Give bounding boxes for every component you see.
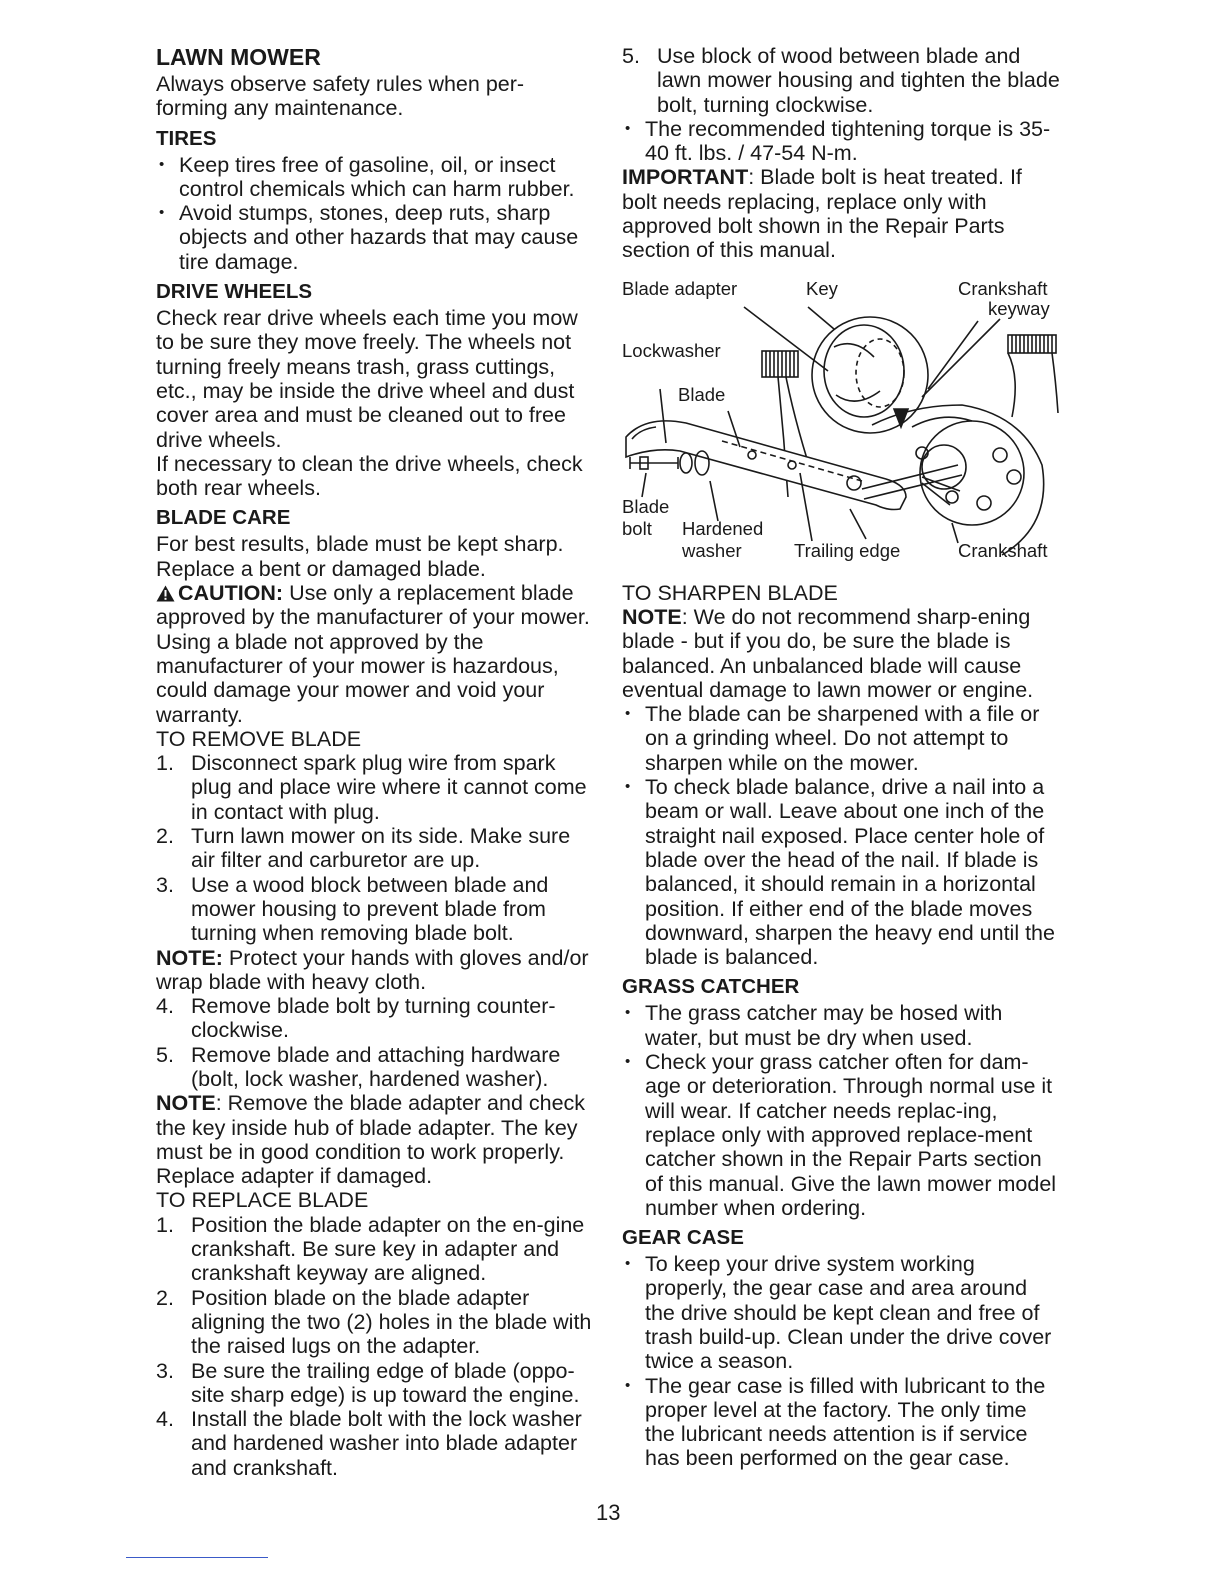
list-item: • The grass catcher may be hosed with water, but must be dry when used. <box>622 1001 1062 1050</box>
gear-case-list <box>622 1252 1062 1471</box>
replace-steps <box>156 1213 592 1480</box>
grass-catcher-heading: GRASS CATCHER <box>622 975 800 999</box>
label-lockwasher: Lockwasher <box>622 339 721 361</box>
label-blade-bolt-2: bolt <box>622 517 652 539</box>
page-number: 13 <box>596 1500 621 1525</box>
blade-care-heading: BLADE CARE <box>156 506 291 530</box>
list-item: 1. Position the blade adapter on the en-gine crankshaft. Be sure key in adapter and crankshaft keyway are aligned. <box>156 1212 585 1286</box>
drive-wheels-heading: DRIVE WHEELS <box>156 280 313 304</box>
label-blade: Blade <box>678 383 726 405</box>
left-column <box>156 44 592 1480</box>
label-trailing-edge: Trailing edge <box>794 539 901 561</box>
drive-wheels-text-2: If necessary to clean the drive wheels, check both rear wheels. <box>156 451 583 501</box>
section-title: LAWN MOWER <box>156 44 321 70</box>
note-gloves: NOTE: Protect your hands with gloves and/or wrap blade with heavy cloth. <box>156 945 589 994</box>
list-item: 3. Use a wood block between blade and mower housing to prevent blade from turning when removing blade bolt. <box>156 872 549 946</box>
list-item: 5. Use block of wood between blade and lawn mower housing and tighten the blade bolt, turning clockwise. <box>622 44 1060 117</box>
warning-icon <box>156 585 175 602</box>
sharpen-blade-heading: TO SHARPEN BLADE <box>622 580 838 605</box>
tires-list <box>156 153 592 274</box>
intro-text: Always observe safety rules when per-forming any maintenance. <box>156 72 525 121</box>
label-hardened-washer: Hardened <box>682 517 764 539</box>
important-note: IMPORTANT: Blade bolt is heat treated. If bolt needs replacing, replace only with approved bolt shown in the Repair Parts section of this manual. <box>622 165 1022 263</box>
label-crankshaft-keyway: Crankshaft <box>958 277 1048 299</box>
list-item: 1. Disconnect spark plug wire from spark plug and place wire where it cannot come in contact with plug. <box>156 751 587 824</box>
replace-steps-continued <box>622 44 1062 117</box>
list-item: 4. Install the blade bolt with the lock washer and hardened washer into blade adapter and crankshaft. <box>156 1407 582 1480</box>
torque-list <box>622 117 1062 166</box>
remove-steps <box>156 751 592 945</box>
list-item: • The gear case is filled with lubricant to the proper level at the factory. The only time the lubricant needs attention is if service has been performed on the gear case. <box>622 1374 1062 1471</box>
footer-divider <box>126 1557 268 1558</box>
list-item: • The blade can be sharpened with a file or on a grinding wheel. Do not attempt to sharpen while on the mower. <box>622 702 1062 775</box>
sharpen-note: NOTE: We do not recommend sharp-ening blade - but if you do, be sure the blade is balanced. An unbalanced blade will cause eventual damage to lawn mower or engine. <box>622 604 1034 702</box>
caution-label: CAUTION: <box>178 581 284 606</box>
magnified-view-circle <box>812 317 928 433</box>
replace-blade-heading: TO REPLACE BLADE <box>156 1188 369 1213</box>
key-arrow-icon <box>894 409 908 427</box>
list-item: 3. Be sure the trailing edge of blade (oppo-site sharp edge) is up toward the engine. <box>156 1358 580 1407</box>
label-crankshaft-keyway-2: keyway <box>988 297 1050 319</box>
grass-catcher-list <box>622 1001 1062 1220</box>
right-column <box>622 44 1062 1471</box>
list-item: • To check blade balance, drive a nail into a beam or wall. Leave about one inch of the straight nail exposed. Place center hole of blade over the head of the nail. If blade is balanced, it should remain in a horizontal position. If either end of the blade moves downward, sharpen the heavy end until the blade is balanced. <box>622 775 1062 969</box>
blade-assembly-diagram <box>622 277 1062 567</box>
remove-blade-heading: TO REMOVE BLADE <box>156 726 362 751</box>
tire-detail <box>824 325 904 417</box>
blade-care-text: For best results, blade must be kept sharp. Replace a bent or damaged blade. <box>156 532 564 581</box>
list-item: 2. Position blade on the blade adapter aligning the two (2) holes in the blade with the raised lugs on the adapter. <box>156 1285 592 1359</box>
list-item: • To keep your drive system working properly, the gear case and area around the drive should be kept clean and free of trash build-up. Clean under the drive cover twice a season. <box>622 1252 1062 1373</box>
label-key: Key <box>806 277 838 299</box>
note-adapter: NOTE: Remove the blade adapter and check the key inside hub of blade adapter. The key must be in good condition to work properly. Replace adapter if damaged. <box>156 1091 586 1189</box>
list-item: • The recommended tightening torque is 35-40 ft. lbs. / 47-54 N-m. <box>622 117 1062 166</box>
label-blade-bolt: Blade <box>622 495 670 517</box>
list-item: • Check your grass catcher often for dam-age or deterioration. Through normal use it will wear. If catcher needs replac-ing, replace only with approved replace-ment catcher shown in the Repair Parts section of this manual. Give the lawn mower model number when ordering. <box>622 1050 1062 1220</box>
remove-steps-continued <box>156 994 592 1091</box>
list-item: 5. Remove blade and attaching hardware (bolt, lock washer, hardened washer). <box>156 1042 561 1091</box>
list-item: • Avoid stumps, stones, deep ruts, sharp objects and other hazards that may cause tire damage. <box>156 201 592 274</box>
caution-paragraph <box>156 581 592 727</box>
label-hardened-washer-2: washer <box>682 539 742 561</box>
label-blade-adapter: Blade adapter <box>622 277 738 299</box>
label-crankshaft: Crankshaft <box>958 539 1048 561</box>
caution-text: Use only a replacement blade approved by the manufacturer of your mower. Using a blade not approved by the manufacturer of your mower is hazardous, could damage your mower and void your warranty. <box>156 581 590 727</box>
list-item: 4. Remove blade bolt by turning counter-clockwise. <box>156 994 556 1043</box>
tires-heading: TIRES <box>156 126 217 150</box>
sharpen-list <box>622 702 1062 969</box>
gear-case-heading: GEAR CASE <box>622 1226 744 1250</box>
list-item: 2. Turn lawn mower on its side. Make sure air filter and carburetor are up. <box>156 824 571 873</box>
list-item: • Keep tires free of gasoline, oil, or insect control chemicals which can harm rubber. <box>156 153 592 202</box>
drive-wheels-text: Check rear drive wheels each time you mow to be sure they move freely. The wheels not turning freely means trash, grass cuttings, etc., may be inside the drive wheel and dust cover area and must be cleaned out to free drive wheels. <box>156 306 578 452</box>
